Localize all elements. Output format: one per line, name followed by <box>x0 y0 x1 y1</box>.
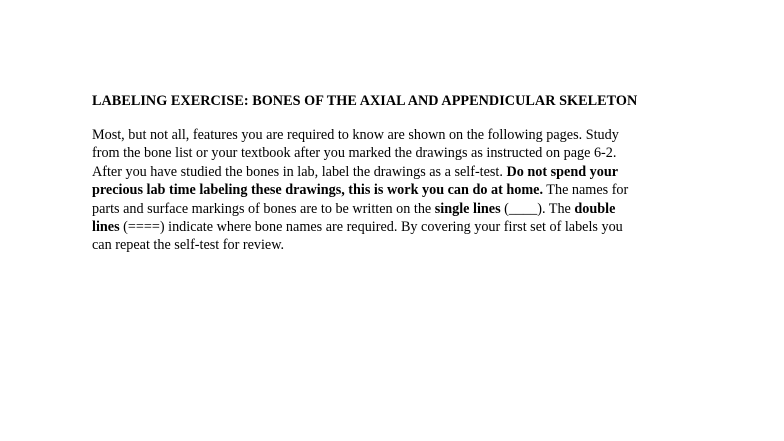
line3-bold-text: Do not spend your <box>506 163 619 180</box>
line4-bold-text: precious lab time labeling these drawings, this is work you can do at home. <box>92 182 544 199</box>
paragraph-line-7: can repeat the self-test for review. <box>92 237 285 254</box>
paragraph-line-5 <box>92 200 732 218</box>
exercise-heading: LABELING EXERCISE: BONES OF THE AXIAL AND APPENDICULAR SKELETON <box>92 93 638 109</box>
paragraph-line-3 <box>92 163 732 181</box>
instructions-paragraph <box>92 126 732 255</box>
paragraph-line-4 <box>92 181 732 199</box>
line5-regular-text-a: parts and surface markings of bones are to be written on the <box>92 200 435 217</box>
line6-regular-text: (====) indicate where bone names are required. By covering your first set of labels you <box>119 219 623 236</box>
single-lines-term: single lines <box>434 200 501 217</box>
paragraph-line-1: Most, but not all, features you are required to know are shown on the following pages. Study <box>92 127 619 143</box>
line4-regular-text: The names for <box>543 182 629 199</box>
line5-regular-text-b: (____). The <box>500 200 575 217</box>
double-term: double <box>574 200 616 217</box>
paragraph-line-6 <box>92 218 732 236</box>
paragraph-line-2: from the bone list or your textbook after you marked the drawings as instructed on page 6-2. <box>92 145 617 162</box>
line3-regular-text: After you have studied the bones in lab, label the drawings as a self-test. <box>92 163 507 180</box>
lines-term: lines <box>92 219 120 236</box>
